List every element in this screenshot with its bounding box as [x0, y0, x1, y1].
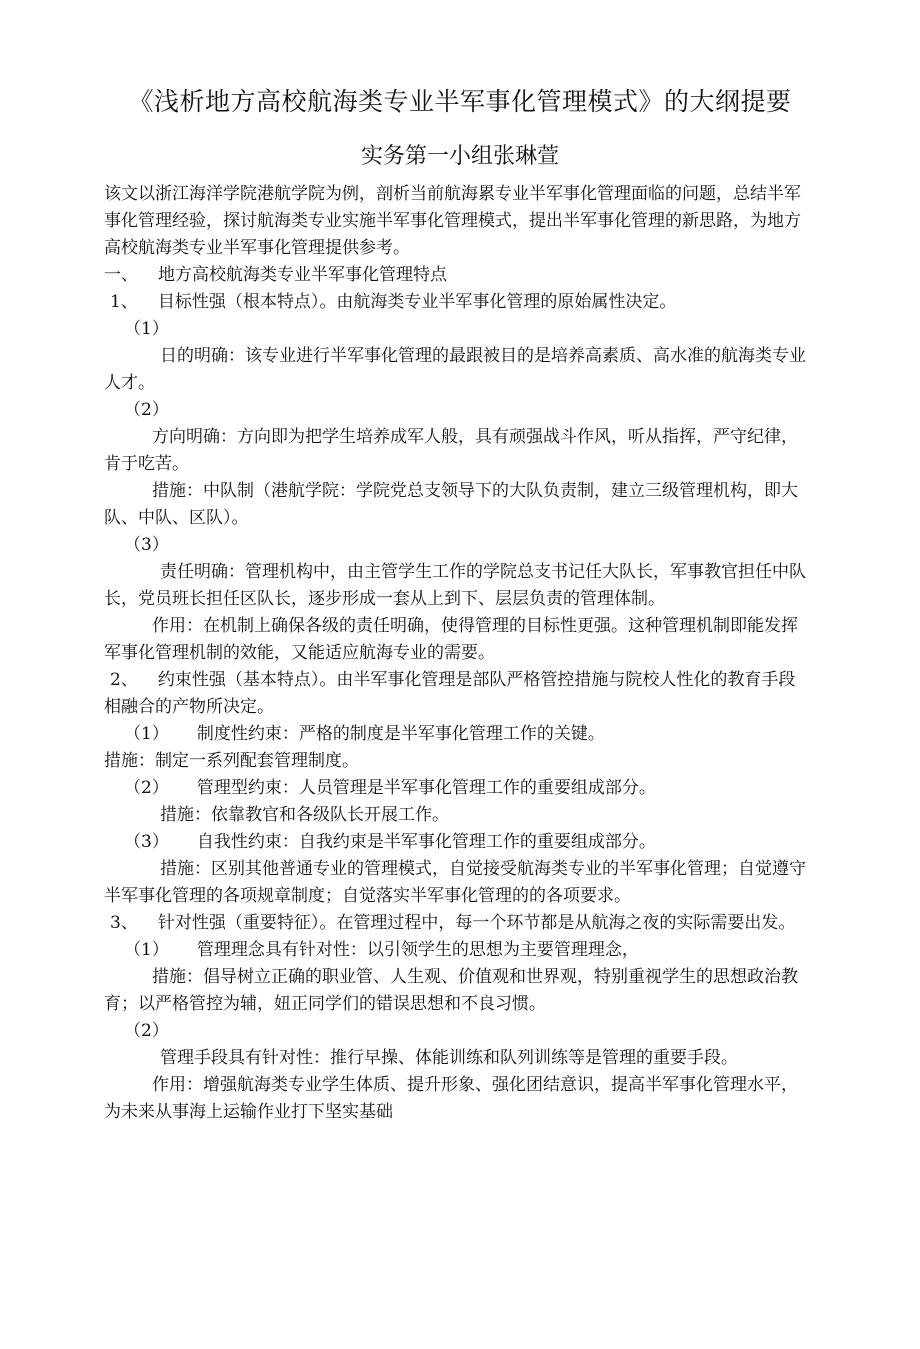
point-2-sub-2 — [104, 775, 808, 802]
point-2-sub-2-measure: 措施：依靠教官和各级队长开展工作。 — [160, 805, 449, 825]
point-3-sub-1 — [104, 937, 808, 964]
point-2-sub-2-label: （2） — [124, 778, 169, 798]
section-1-number: 一、 — [104, 265, 138, 285]
point-3-sub-1-measure: 措施：倡导树立正确的职业管、人生观、价值观和世界观，特别重视学生的思想政治教育；以严格管控为辅，妞正同学们的错误思想和不良习惯。 — [104, 967, 798, 1014]
point-2-text: 约束性强（基本特点）。由半军事化管理是部队严格管控措施与院校人性化的教育手段相融合的产物所决定。 — [104, 670, 796, 717]
point-2-number: 2、 — [110, 670, 138, 690]
point-2-sub-1-text: 制度性约束：严格的制度是半军事化管理工作的关键。 — [196, 724, 605, 744]
point-2-sub-1 — [104, 721, 808, 748]
point-1-sub-2-text: 方向明确：方向即为把学生培养成军人般，具有顽强战斗作风，听从指挥，严守纪律，肯于吃苦。 — [104, 427, 798, 474]
document-title: 《浅析地方高校航海类专业半军事化管理模式》的大纲提要 — [128, 87, 792, 116]
document-author: 实务第一小组张琳萱 — [360, 144, 559, 169]
document-body — [104, 181, 808, 1126]
point-3-sub-2-effect: 作用：增强航海类专业学生体质、提升形象、强化团结意识，提高半军事化管理水平，为未来从事海上运输作业打下坚实基础 — [104, 1075, 798, 1122]
point-3-heading — [104, 910, 808, 937]
point-2-sub-3-text: 自我性约束：自我约束是半军事化管理工作的重要组成部分。 — [196, 832, 656, 852]
abstract-paragraph: 该文以浙江海洋学院港航学院为例，剖析当前航海累专业半军事化管理面临的问题，总结半军事化管理经验，探讨航海类专业实施半军事化管理模式，提出半军事化管理的新思路，为地方高校航海类专业半军事化管理提供参考。 — [104, 184, 801, 258]
point-2-sub-3 — [104, 829, 808, 856]
point-1-sub-1-label: （1） — [124, 319, 169, 339]
point-3-text: 针对性强（重要特征）。在管理过程中，每一个环节都是从航海之夜的实际需要出发。 — [157, 913, 796, 933]
point-2-sub-3-label: （3） — [124, 832, 169, 852]
point-3-sub-2-label: （2） — [124, 1021, 169, 1041]
point-1-sub-3-text: 责任明确：管理机构中，由主管学生工作的学院总支书记任大队长，军事教官担任中队长，党员班长担任区队长，逐步形成一套从上到下、层层负责的管理体制。 — [104, 562, 806, 609]
point-3-sub-1-label: （1） — [124, 940, 169, 960]
point-3-number: 3、 — [110, 913, 138, 933]
point-1-text: 目标性强（根本特点）。由航海类专业半军事化管理的原始属性决定。 — [157, 292, 677, 312]
point-2-sub-3-measure: 措施：区别其他普通专业的管理模式，自觉接受航海类专业的半军事化管理；自觉遵守半军事化管理的各项规章制度；自觉落实半军事化管理的的各项要求。 — [104, 859, 806, 906]
point-1-sub-3-effect: 作用：在机制上确保各级的责任明确，使得管理的目标性更强。这种管理机制即能发挥军事化管理机制的效能，又能适应航海专业的需要。 — [104, 616, 798, 663]
point-1-sub-3-label: （3） — [124, 535, 169, 555]
section-1-heading-text: 地方高校航海类专业半军事化管理特点 — [158, 265, 447, 285]
point-3-sub-2-text: 管理手段具有针对性：推行早操、体能训练和队列训练等是管理的重要手段。 — [160, 1048, 738, 1068]
point-1-heading — [104, 289, 808, 316]
point-1-number: 1、 — [110, 292, 138, 312]
point-3-sub-1-text: 管理理念具有针对性：以引领学生的思想为主要管理理念， — [196, 940, 639, 960]
point-1-sub-2-label: （2） — [124, 400, 169, 420]
section-1-heading — [104, 262, 808, 289]
point-2-heading — [104, 667, 808, 721]
point-1-sub-2-measure: 措施：中队制（港航学院：学院党总支领导下的大队负责制，建立三级管理机构，即大队、中队、区队）。 — [104, 481, 798, 528]
point-2-sub-1-label: （1） — [124, 724, 169, 744]
point-1-sub-1-text: 日的明确：该专业进行半军事化管理的最跟被目的是培养高素质、高水准的航海类专业人才。 — [104, 346, 806, 393]
point-2-sub-2-text: 管理型约束：人员管理是半军事化管理工作的重要组成部分。 — [196, 778, 656, 798]
point-2-sub-1-measure: 措施：制定一系列配套管理制度。 — [104, 751, 359, 771]
